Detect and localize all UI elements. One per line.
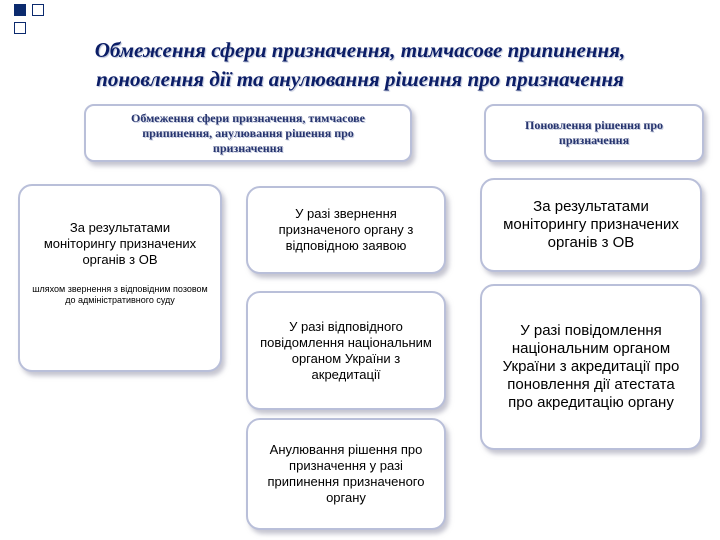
slide-title xyxy=(40,36,680,94)
decorative-square-outline xyxy=(32,4,44,16)
monitoring-box-right xyxy=(480,178,702,272)
monitoring-right-text: За результатами моніторингу призначених органів з ОВ xyxy=(503,198,679,251)
accreditation-notice-text: У разі відповідного повідомлення національним органом України з акредитації xyxy=(260,318,432,382)
application-text: У разі звернення призначеного органу з відповідною заявою xyxy=(278,206,414,253)
application-box xyxy=(246,186,446,274)
decorative-square-filled xyxy=(14,4,26,16)
monitoring-left-text: За результатами моніторингу призначених органів з ОВ xyxy=(43,220,197,267)
cancellation-text: Анулювання рішення про призначення у разі припинення призначеного органу xyxy=(267,442,425,505)
header-box-right xyxy=(484,104,704,162)
slide-title-line-2: поновлення дії та анулювання рішення про призначення xyxy=(96,67,624,91)
cancellation-box xyxy=(246,418,446,530)
accreditation-notice-box xyxy=(246,291,446,410)
header-box-left xyxy=(84,104,412,162)
monitoring-box-left xyxy=(18,184,222,372)
renewal-notice-box xyxy=(480,284,702,450)
court-claim-text: шляхом звернення з відповідним позовом до адміністративного суду xyxy=(32,284,208,305)
renewal-notice-text: У разі повідомлення національним органом України з акредитації про поновлення дії атестата про акредитацію органу xyxy=(502,322,680,411)
header-right-text: Поновлення рішення про призначення xyxy=(524,118,664,147)
slide-title-line-1: Обмеження сфери призначення, тимчасове припинення, xyxy=(94,38,626,62)
decorative-square-outline xyxy=(14,22,26,34)
header-left-text: Обмеження сфери призначення, тимчасове припинення, анулювання рішення про призначення xyxy=(131,110,365,155)
